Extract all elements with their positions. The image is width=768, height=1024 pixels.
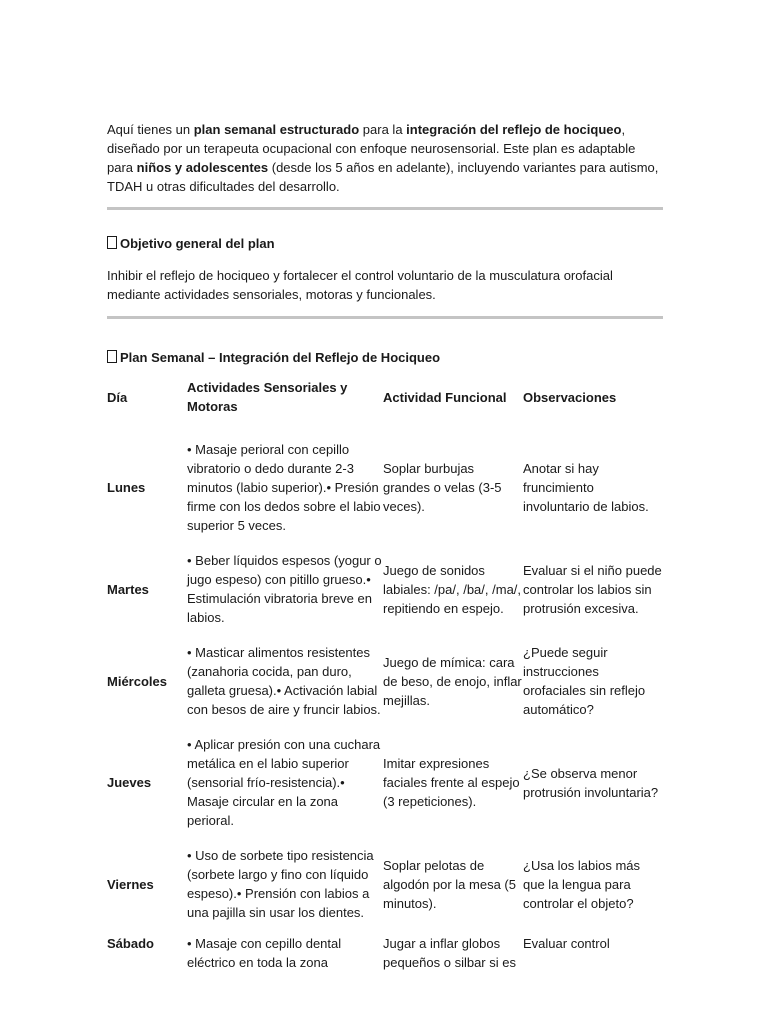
- cell-sensory: • Masaje con cepillo dental eléctrico en toda la zona: [187, 936, 342, 970]
- objective-title: Objetivo general del plan: [120, 236, 275, 251]
- cell-notes: ¿Puede seguir instrucciones orofaciales sin reflejo automático?: [523, 645, 646, 717]
- cell-sensory: • Beber líquidos espesos (yogur o jugo espeso) con pitillo grueso.• Estimulación vibratoria breve en labios.: [187, 553, 382, 625]
- intro-bold-1: plan semanal estructurado: [193, 122, 360, 137]
- table-row: [107, 543, 663, 635]
- divider-1: [107, 207, 663, 210]
- header-functional: Actividad Funcional: [383, 389, 507, 405]
- header-day: Día: [107, 389, 128, 405]
- cell-notes: ¿Se observa menor protrusión involuntaria?: [523, 765, 659, 800]
- cell-functional: Soplar pelotas de algodón por la mesa (5 minutos).: [383, 857, 516, 911]
- objective-text: Inhibir el reflejo de hociqueo y fortalecer el control voluntario de la musculatura orofacial mediante actividades sensoriales, motoras y funcionales.: [107, 268, 613, 302]
- header-sensory: Actividades Sensoriales y Motoras: [187, 380, 348, 414]
- cell-sensory: • Masticar alimentos resistentes (zanahoria cocida, pan duro, galleta gruesa).• Activación labial con besos de aire y fruncir labios.: [187, 645, 381, 717]
- table-row: [107, 727, 663, 838]
- table-row: [107, 838, 663, 930]
- divider-2: [107, 316, 663, 319]
- cell-notes: Evaluar si el niño puede controlar los labios sin protrusión excesiva.: [523, 562, 662, 616]
- table-header-row: [107, 378, 663, 432]
- cell-functional: Juego de sonidos labiales: /pa/, /ba/, /ma/, repitiendo en espejo.: [383, 562, 522, 616]
- document-body: [107, 120, 663, 980]
- cell-notes: Anotar si hay fruncimiento involuntario de labios.: [523, 461, 649, 514]
- cell-day: Sábado: [107, 936, 154, 951]
- table-row: [107, 432, 663, 543]
- plan-heading: [107, 348, 663, 367]
- cell-functional: Juego de mímica: cara de beso, de enojo, inflar mejillas.: [383, 654, 522, 708]
- intro-text-4: (desde los 5 años en adelante), incluyendo variantes para autismo, TDAH u otras dificultades del desarrollo.: [107, 160, 659, 194]
- cell-day: Jueves: [107, 775, 152, 790]
- weekly-plan-table: [107, 378, 663, 980]
- table-row: [107, 635, 663, 727]
- cell-functional: Soplar burbujas grandes o velas (3-5 veces).: [383, 461, 502, 514]
- intro-paragraph: [107, 120, 663, 196]
- cell-day: Viernes: [107, 876, 154, 892]
- cell-sensory: • Uso de sorbete tipo resistencia (sorbete largo y fino con líquido espeso).• Prensión con labios a una pajilla sin usar los dientes.: [187, 848, 374, 920]
- intro-text-3: , diseñado por un terapeuta ocupacional con enfoque neurosensorial. Este plan es adaptable para: [107, 122, 636, 175]
- intro-bold-3: niños y adolescentes: [136, 160, 269, 175]
- intro-bold-2: integración del reflejo de hociqueo: [406, 122, 622, 137]
- box-glyph-icon: [107, 236, 117, 249]
- cell-notes: ¿Usa los labios más que la lengua para controlar el objeto?: [523, 857, 641, 911]
- cell-sensory: • Masaje perioral con cepillo vibratorio o dedo durante 2-3 minutos (labio superior).• Presión firme con los dedos sobre el labio superior 5 veces.: [187, 442, 381, 533]
- cell-day: Lunes: [107, 480, 146, 495]
- cell-notes: Evaluar control: [523, 936, 610, 951]
- header-notes: Observaciones: [523, 389, 617, 405]
- cell-sensory: • Aplicar presión con una cuchara metálica en el labio superior (sensorial frío-resistencia).• Masaje circular en la zona perioral.: [187, 737, 381, 828]
- cell-day: Miércoles: [107, 673, 167, 689]
- cell-day: Martes: [107, 581, 149, 597]
- objective-heading: [107, 234, 663, 253]
- table-row: [107, 930, 663, 980]
- intro-text-2: para la: [359, 122, 407, 137]
- cell-functional: Jugar a inflar globos pequeños o silbar si es: [383, 936, 516, 970]
- plan-title: Plan Semanal – Integración del Reflejo de Hociqueo: [120, 350, 441, 365]
- cell-functional: Imitar expresiones faciales frente al espejo (3 repeticiones).: [383, 756, 520, 809]
- intro-text-1: Aquí tienes un: [107, 122, 194, 137]
- box-glyph-icon: [107, 350, 117, 363]
